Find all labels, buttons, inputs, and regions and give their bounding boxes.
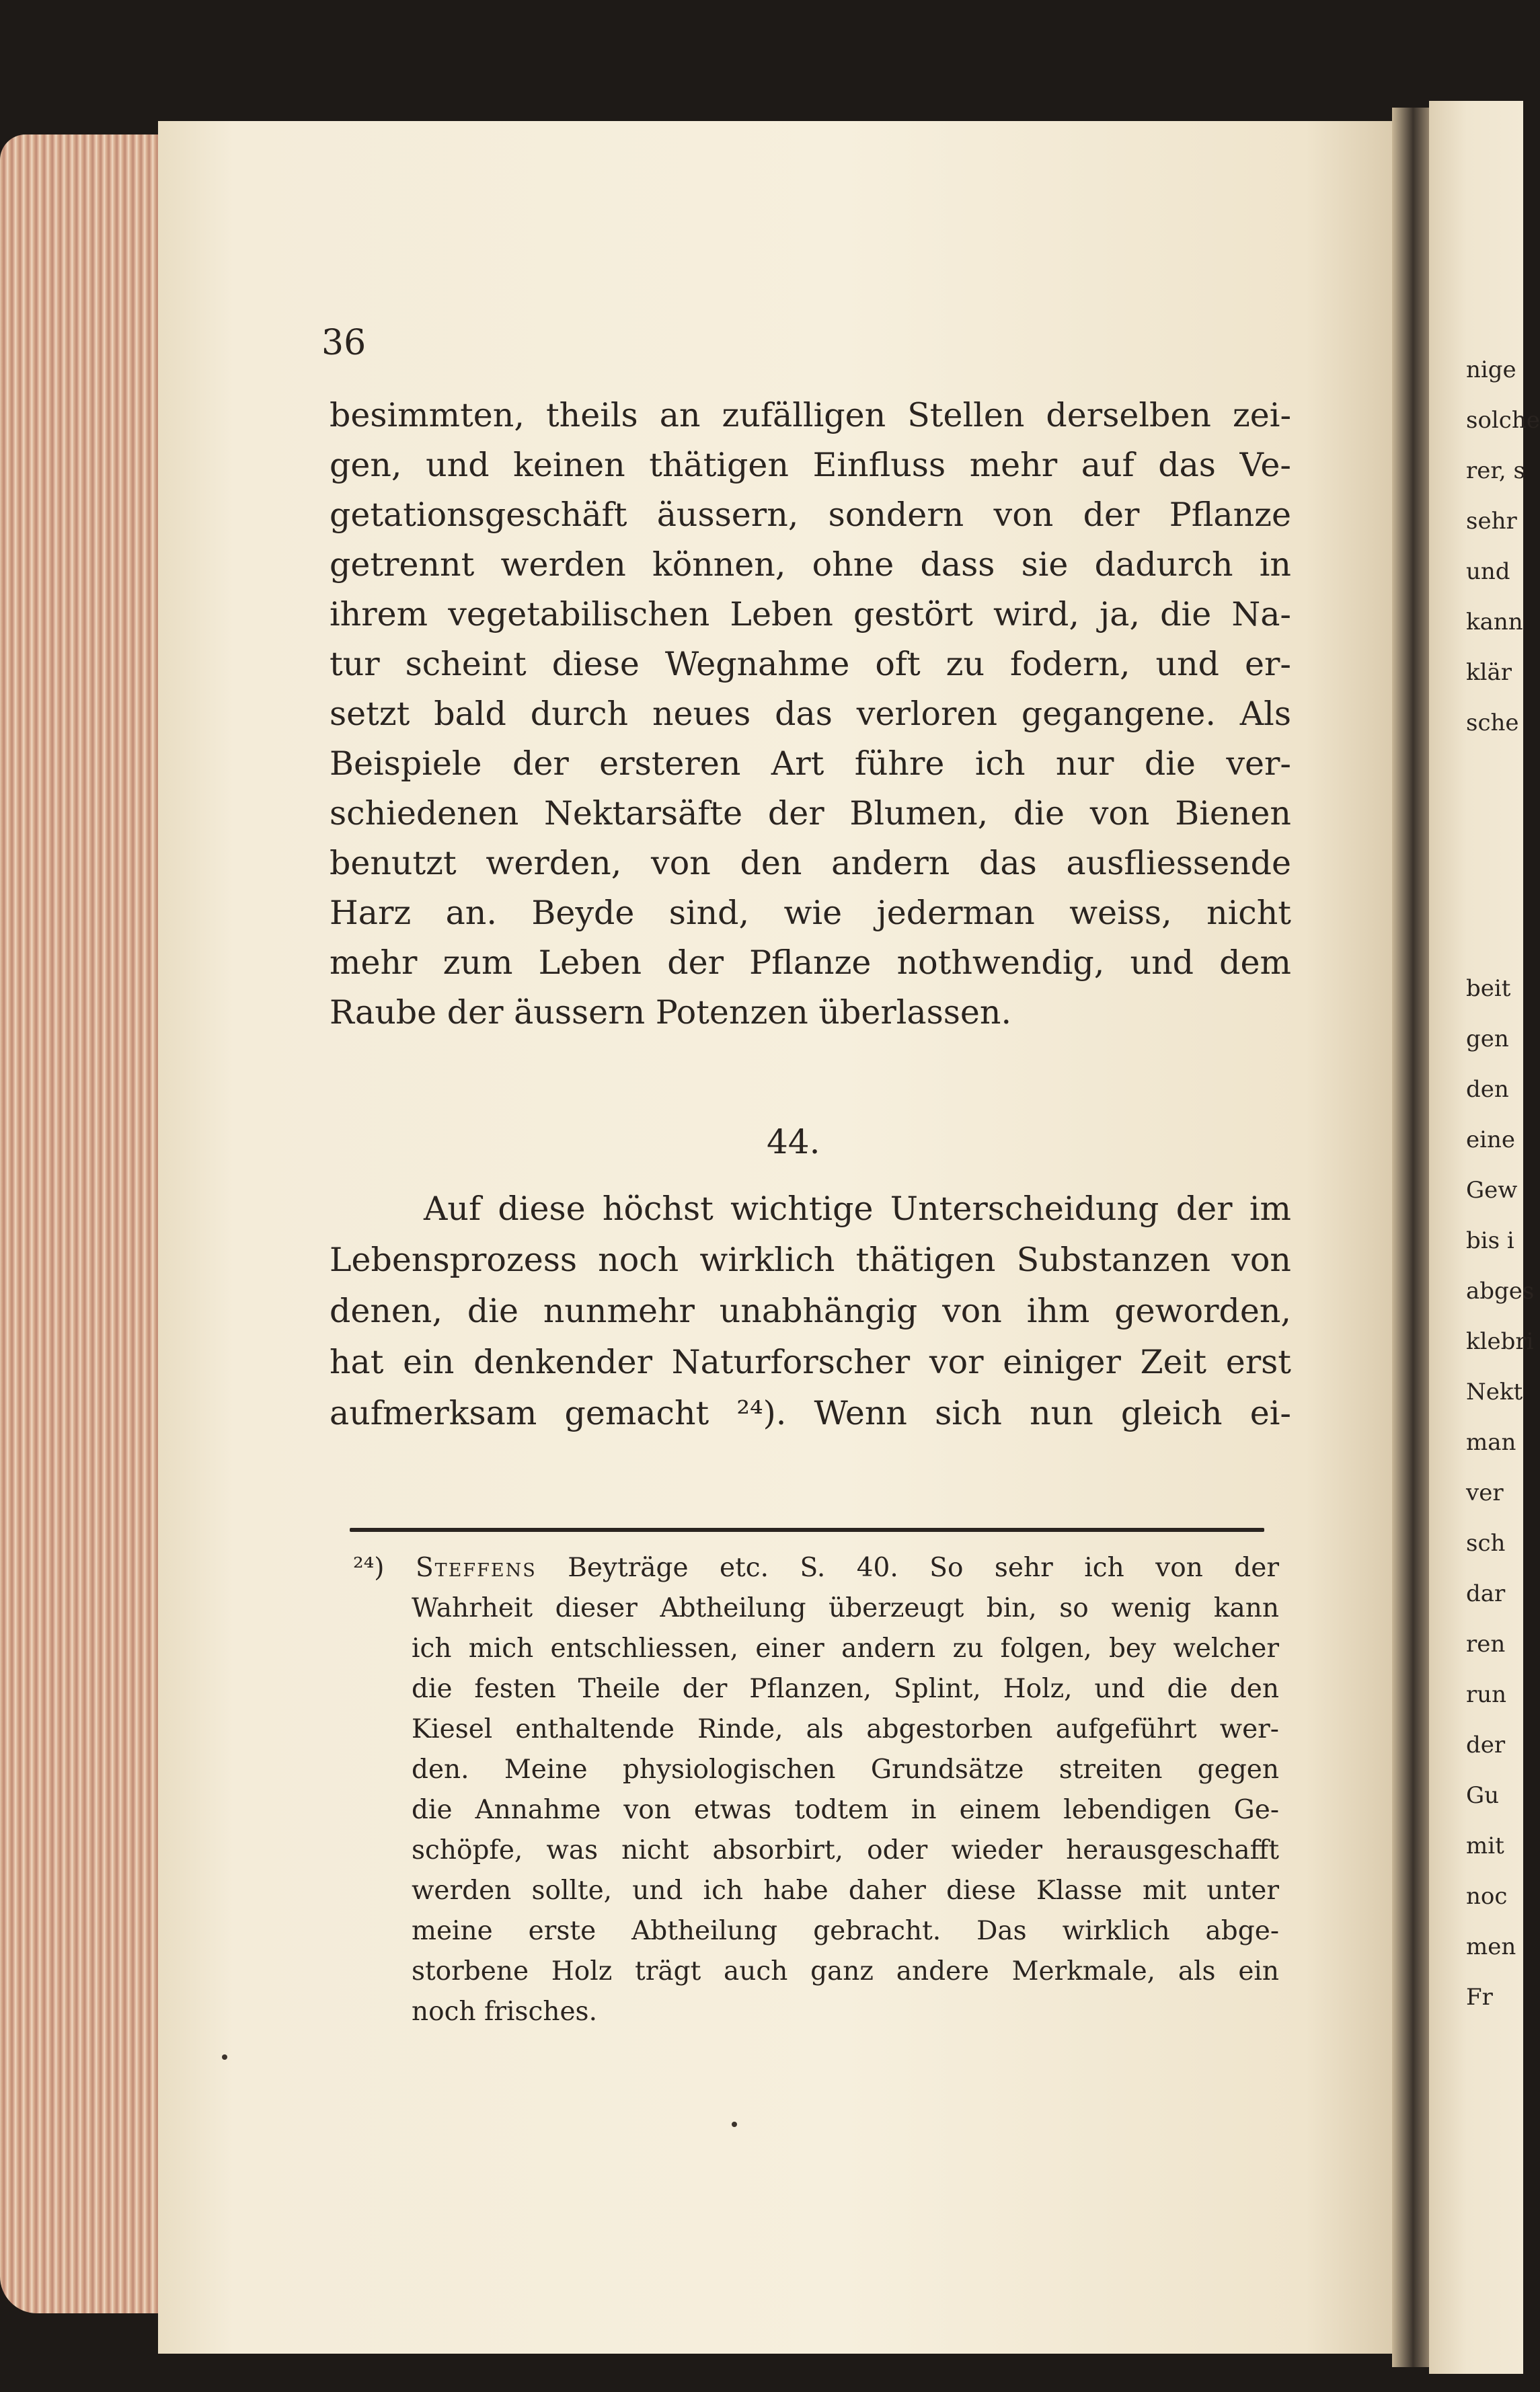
text-line: gen, und keinen thätigen Einfluss mehr auf das Ve- [330, 446, 1291, 484]
facing-fragment: und [1466, 558, 1510, 585]
footnote-line: Wahrheit dieser Abtheilung überzeugt bin, so wenig kann [412, 1593, 1279, 1623]
facing-fragment: klär [1466, 659, 1512, 686]
text-line: Raube der äussern Potenzen überlassen. [330, 993, 1012, 1032]
text-line: setzt bald durch neues das verloren gegangene. Als [330, 695, 1291, 733]
facing-fragment: mit [1466, 1832, 1504, 1859]
text-line: getationsgeschäft äussern, sondern von der Pflanze [330, 496, 1291, 534]
ink-speck [732, 2122, 737, 2127]
facing-fragment: sche [1466, 709, 1519, 736]
footnote-line: die Annahme von etwas todtem in einem lebendigen Ge- [412, 1795, 1279, 1825]
facing-fragment: beit [1466, 975, 1511, 1002]
text-line: besimmten, theils an zufälligen Stellen derselben zei- [330, 396, 1291, 434]
footnote-text: Beyträge etc. S. 40. So sehr ich von der [568, 1553, 1279, 1583]
footnote-line: storbene Holz trägt auch ganz andere Merkmale, als ein [412, 1956, 1279, 1986]
facing-fragment: nige [1466, 356, 1516, 383]
facing-fragment: der [1466, 1732, 1506, 1759]
footnote-line: werden sollte, und ich habe daher diese Klasse mit unter [412, 1876, 1279, 1906]
facing-fragment: gen [1466, 1026, 1509, 1052]
facing-fragment: rer, s [1466, 457, 1525, 484]
footnote-line: meine erste Abtheilung gebracht. Das wirklich abge- [412, 1916, 1279, 1946]
footnote-line: den. Meine physiologischen Grundsätze streiten gegen [412, 1754, 1279, 1785]
footnote-rule [350, 1528, 1264, 1532]
facing-fragment: Nekt [1466, 1379, 1523, 1405]
page-edges [0, 134, 168, 2313]
text-line: ihrem vegetabilischen Leben gestört wird, ja, die Na- [330, 595, 1291, 633]
facing-fragment: dar [1466, 1580, 1506, 1607]
footnote-line [353, 1553, 1279, 1583]
footnote-line: noch frisches. [412, 1997, 597, 2027]
facing-fragment: Fr [1466, 1984, 1493, 2011]
footnote-line: ich mich entschliessen, einer andern zu folgen, bey welcher [412, 1633, 1279, 1664]
footnote-line: Kiesel enthaltende Rinde, als abgestorben aufgeführt wer- [412, 1714, 1279, 1744]
text-line: mehr zum Leben der Pflanze nothwendig, und dem [330, 943, 1291, 982]
text-line: Beispiele der ersteren Art führe ich nur die ver- [330, 744, 1291, 783]
facing-fragment: den [1466, 1076, 1509, 1103]
facing-fragment: ren [1466, 1631, 1506, 1658]
facing-fragment: men [1466, 1933, 1516, 1960]
footnote-line: schöpfe, was nicht absorbirt, oder wieder herausgeschafft [412, 1835, 1279, 1865]
ink-speck [222, 2054, 227, 2060]
facing-fragment: sehr [1466, 508, 1517, 535]
page-number: 36 [321, 323, 367, 363]
text-line: getrennt werden können, ohne dass sie dadurch in [330, 545, 1291, 584]
text-line: tur scheint diese Wegnahme oft zu fodern, und er- [330, 645, 1291, 683]
facing-fragment: ver [1466, 1479, 1504, 1506]
facing-fragment: sch [1466, 1530, 1506, 1557]
facing-fragment: eine [1466, 1126, 1516, 1153]
footnote-author: Steffens [415, 1553, 537, 1583]
text-line: schiedenen Nektarsäfte der Blumen, die von Bienen [330, 794, 1291, 833]
footnote-line: die festen Theile der Pflanzen, Splint, Holz, und die den [412, 1674, 1279, 1704]
text-line: Harz an. Beyde sind, wie jederman weiss, nicht [330, 894, 1291, 932]
facing-fragment: kann [1466, 609, 1523, 635]
facing-fragment: Gew [1466, 1177, 1518, 1204]
text-line: aufmerksam gemacht ²⁴). Wenn sich nun gleich ei- [330, 1394, 1291, 1432]
text-line: hat ein denkender Naturforscher vor einiger Zeit erst [330, 1343, 1291, 1381]
facing-fragment: man [1466, 1429, 1516, 1456]
facing-fragment: run [1466, 1681, 1507, 1708]
facing-fragment: Gu [1466, 1782, 1500, 1809]
facing-fragment: solche [1466, 407, 1540, 434]
facing-fragment: abges [1466, 1278, 1535, 1305]
facing-fragment: bis i [1466, 1227, 1514, 1254]
footnote-marker: ²⁴) [353, 1553, 385, 1583]
section-number: 44. [767, 1122, 820, 1161]
facing-fragment: klebri [1466, 1328, 1534, 1355]
text-line: benutzt werden, von den andern das ausfliessende [330, 844, 1291, 882]
text-line: Auf diese höchst wichtige Unterscheidung der im [424, 1190, 1291, 1228]
facing-fragment: noc [1466, 1883, 1508, 1910]
text-line: Lebensprozess noch wirklich thätigen Substanzen von [330, 1241, 1291, 1279]
text-line: denen, die nunmehr unabhängig von ihm geworden, [330, 1292, 1291, 1330]
